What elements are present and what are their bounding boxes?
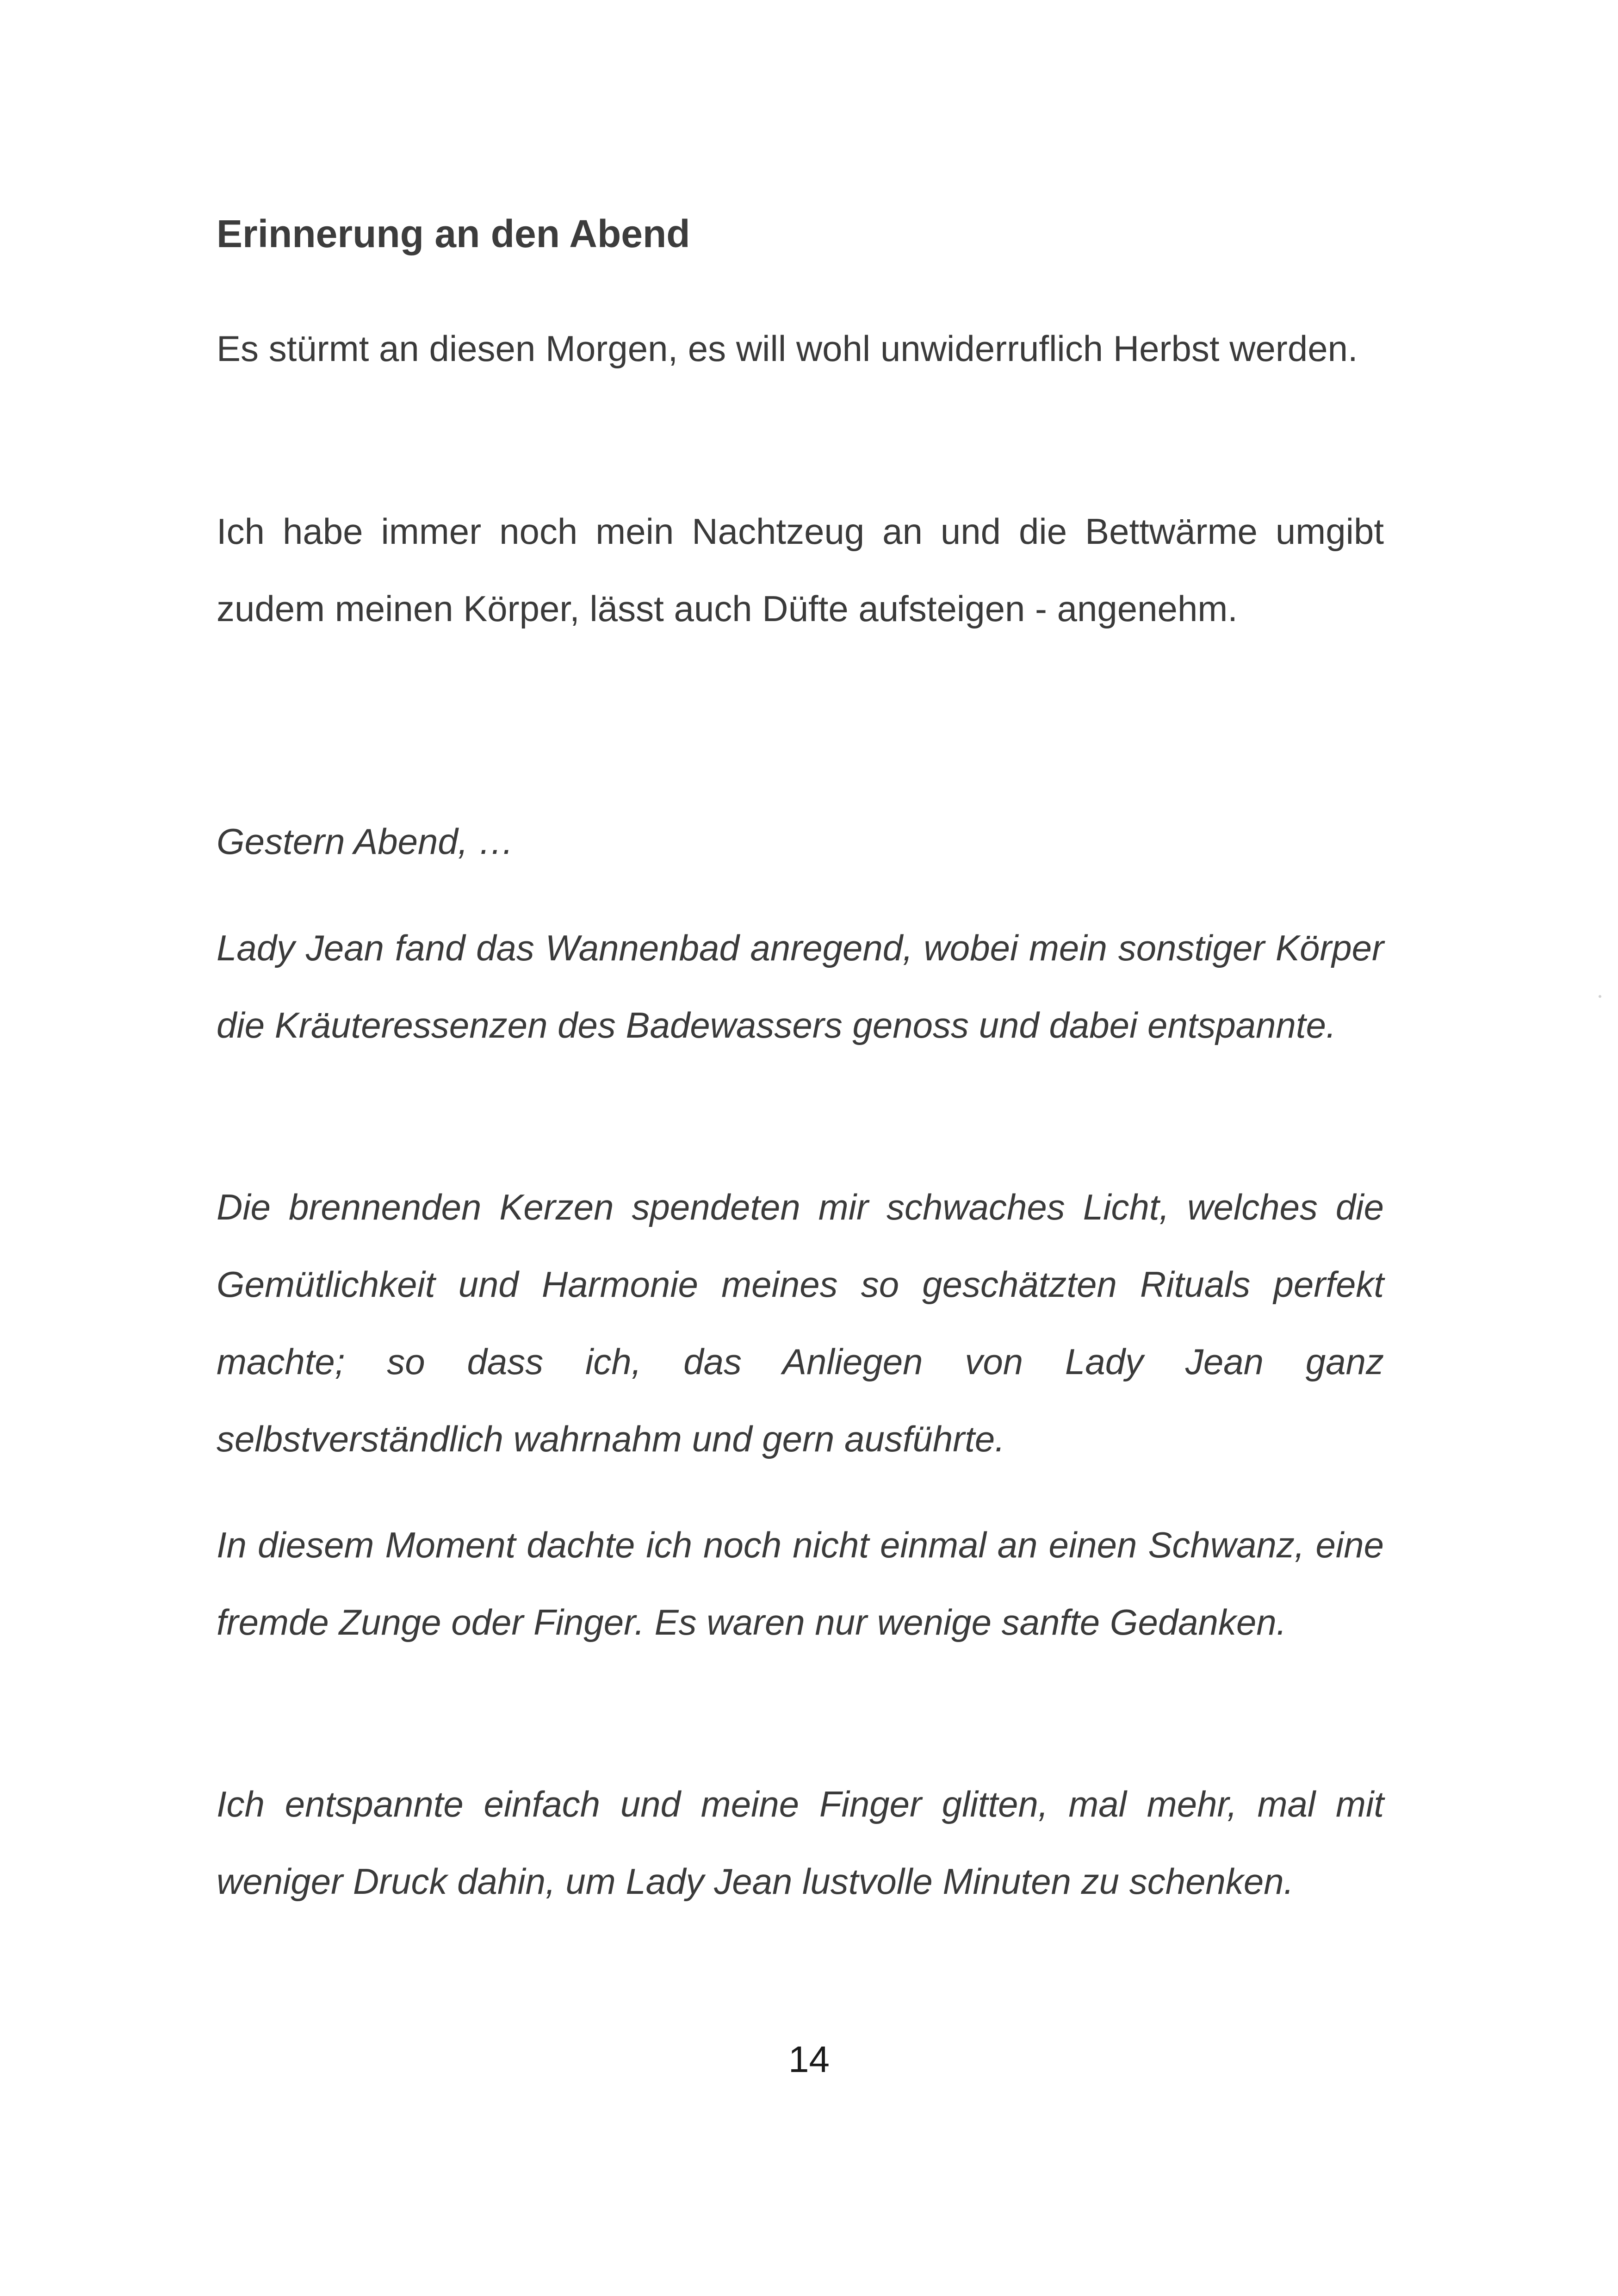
paragraph-2: Ich habe immer noch mein Nachtzeug an und die Bettwärme umgibt zudem meinen Körper, lässt auch Düfte aufsteigen - angenehm.	[217, 511, 1384, 629]
chapter-title: Erinnerung an den Abend	[217, 212, 690, 255]
paragraph-5: Die brennenden Kerzen spendeten mir schwaches Licht, welches die Gemütlichkeit und Harmonie meines so geschätzten Rituals perfekt machte; so dass ich, das Anliegen von Lady Jean ganz selbstverständlich wahrnahm und gern ausführte.	[217, 1187, 1384, 1459]
paragraph-7: Ich entspannte einfach und meine Finger glitten, mal mehr, mal mit weniger Druck dahin, um Lady Jean lustvolle Minuten zu schenken.	[217, 1784, 1384, 1902]
paragraph-4: Lady Jean fand das Wannenbad anregend, wobei mein sonstiger Körper die Kräuteressenzen des Badewassers genoss und dabei entspannte.	[217, 927, 1384, 1045]
paragraph-1: Es stürmt an diesen Morgen, es will wohl unwiderruflich Herbst werden.	[217, 328, 1358, 369]
page-number: 14	[788, 2039, 830, 2080]
scan-speck	[1599, 995, 1601, 998]
paragraph-3: Gestern Abend, …	[217, 821, 515, 862]
paragraph-6: In diesem Moment dachte ich noch nicht einmal an einen Schwanz, eine fremde Zunge oder Finger. Es waren nur wenige sanfte Gedanken.	[217, 1524, 1384, 1643]
